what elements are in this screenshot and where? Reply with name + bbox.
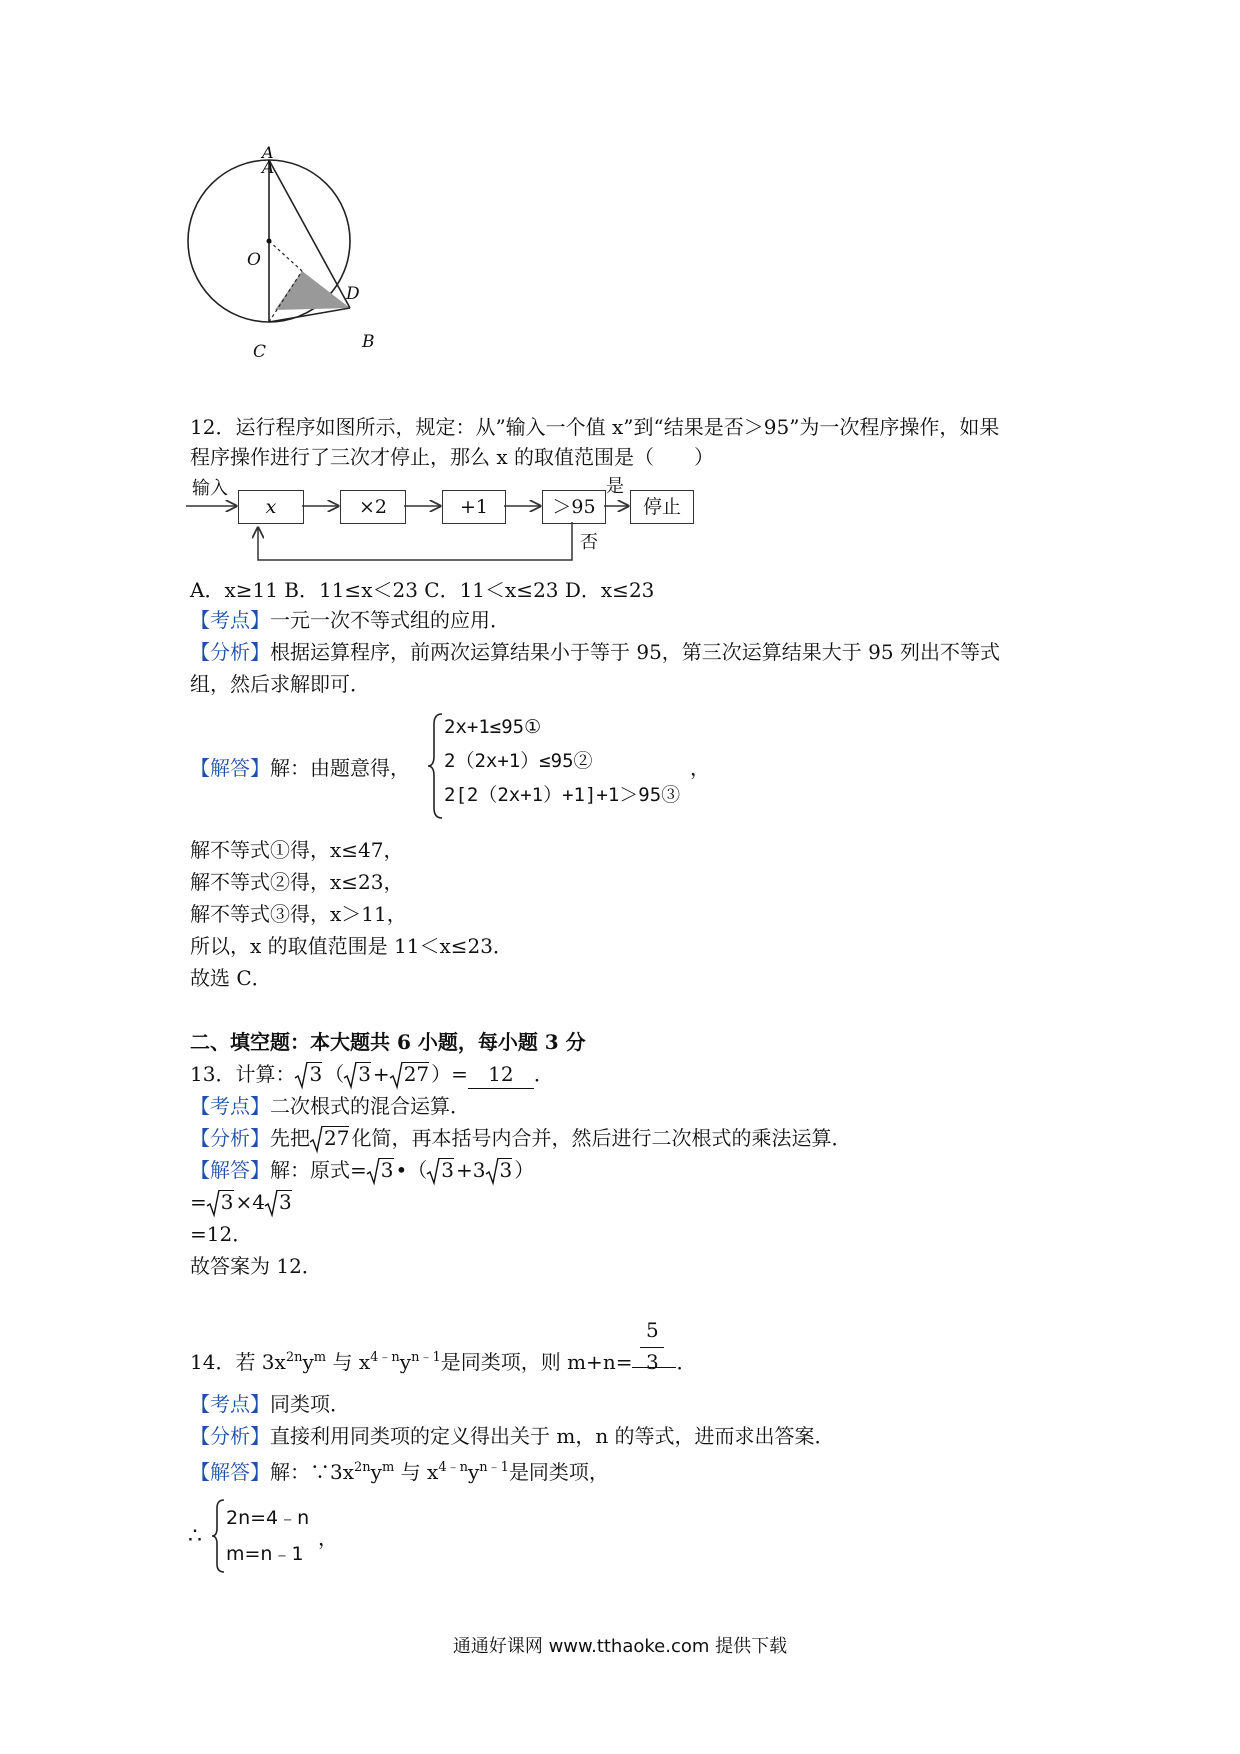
fenxi-tag: 【分析】 xyxy=(190,640,270,664)
q13-line2: = 3 ×4 3 xyxy=(190,1190,292,1214)
q12-fenxi-text: 根据运算程序，前两次运算结果小于等于 95，第三次运算结果大于 95 列出不等式 xyxy=(270,640,1000,664)
q14-frac-bar xyxy=(640,1347,664,1348)
q14-fenxi: 【分析】直接利用同类项的定义得出关于 m，n 的等式，进而求出答案． xyxy=(190,1424,835,1448)
section-heading: 二、填空题：本大题共 6 小题，每小题 3 分 xyxy=(190,1030,586,1054)
sqrt-27: 27 xyxy=(390,1060,429,1088)
q12-options: A．x≥11 B．11≤x＜23 C．11＜x≤23 D．x≤23 xyxy=(190,578,655,602)
sqrt-3: 3 xyxy=(295,1060,322,1088)
flow-box-stop: 停止 xyxy=(630,490,694,524)
q14-jieda: 【解答】解：$\because 3x^{2n}y^m$ 与 $x^{4﹣n}y^{n﹣1}$是同类项， xyxy=(190,1460,609,1484)
label-c: C xyxy=(253,342,267,362)
flow-box-times2: ×2 xyxy=(340,490,406,524)
q14-eq1: 2n=4﹣n xyxy=(226,1507,310,1529)
q14-frac-num: 5 xyxy=(646,1318,659,1342)
q12-jieda-intro: 解：由题意得， xyxy=(270,756,410,780)
label-a: A xyxy=(262,143,274,162)
q14-brace xyxy=(210,1498,226,1574)
q12-step5: 故选 C． xyxy=(190,966,272,990)
q13-prefix: 13．计算： xyxy=(190,1062,296,1086)
q12-jieda xyxy=(190,754,410,782)
q12-system-comma: ， xyxy=(690,756,710,780)
q14-frac-den: 3 xyxy=(646,1350,659,1374)
q13-line4: 故答案为 12． xyxy=(190,1254,322,1278)
q12-eq3: 2[2（2x+1）+1]+1＞95③ xyxy=(444,784,681,806)
q14-system-comma: ， xyxy=(318,1526,338,1550)
jieda-tag: 【解答】 xyxy=(190,756,270,780)
page-footer: 通通好课网 www.tthaoke.com 提供下载 xyxy=(452,1636,788,1657)
q12-eq1: 2x+1≤95① xyxy=(444,716,542,738)
q14-system xyxy=(226,1500,309,1572)
q14-eq2: m=n﹣1 xyxy=(226,1543,304,1565)
q12-fenxi xyxy=(190,638,1000,666)
therefore-symbol: ∴ xyxy=(188,1524,202,1549)
q13-fenxi: 【分析】先把 27 化简，再本括号内合并，然后进行二次根式的乘法运算． xyxy=(190,1126,852,1150)
q12-brace xyxy=(426,712,444,820)
q13-stem: 13．计算： 3 （ 3 + 27 ）= 12 ． xyxy=(190,1060,554,1089)
q12-step1: 解不等式①得，x≤47， xyxy=(190,838,404,862)
label-o: O xyxy=(247,250,261,270)
kaodian-tag: 【考点】 xyxy=(190,608,270,632)
circle-figure xyxy=(180,143,380,360)
q12-kaodian xyxy=(190,606,510,634)
q12-system xyxy=(444,710,680,812)
flow-box-x: x xyxy=(238,490,304,524)
sqrt-27: 27 xyxy=(310,1124,349,1152)
flow-box-gt95: ＞95 xyxy=(542,490,606,524)
flowchart xyxy=(186,472,696,572)
q12-step4: 所以，x 的取值范围是 11＜x≤23． xyxy=(190,934,513,958)
flow-yes-label: 是 xyxy=(606,476,624,497)
q12-eq2: 2（2x+1）≤95② xyxy=(444,750,593,772)
q13-jieda: 【解答】解：原式= 3 •（ 3 +3 3 ） xyxy=(190,1158,535,1182)
q12-step2: 解不等式②得，x≤23， xyxy=(190,870,404,894)
sqrt-3: 3 xyxy=(344,1060,371,1088)
q14-stem: 14．若 $3x^{2n}y^m$ 与 $x^{4﹣n}y^{n﹣1}$是同类项，则 m+n= ． xyxy=(190,1350,697,1374)
label-d: D xyxy=(346,284,360,304)
q13-answer: 12 xyxy=(468,1060,534,1089)
flow-no-label: 否 xyxy=(580,532,598,553)
q12-stem-line2: 程序操作进行了三次才停止，那么 x 的取值范围是（ ） xyxy=(190,445,714,469)
q12-kaodian-text: 一元一次不等式组的应用． xyxy=(270,608,510,632)
q13-kaodian: 【考点】二次根式的混合运算． xyxy=(190,1094,470,1118)
q12-step3: 解不等式③得，x＞11， xyxy=(190,902,407,926)
flow-box-plus1: +1 xyxy=(442,490,506,524)
label-b: B xyxy=(362,332,375,352)
q12-fenxi-line2: 组，然后求解即可． xyxy=(190,672,370,696)
label-a: A xyxy=(262,158,275,178)
q14-kaodian: 【考点】同类项． xyxy=(190,1392,350,1416)
flow-input-label: 输入 xyxy=(192,478,228,499)
q12-stem-line1: 12．运行程序如图所示，规定：从”输入一个值 x”到“结果是否＞95”为一次程序操作，如果 xyxy=(190,415,1000,439)
q13-line3: =12． xyxy=(190,1222,253,1246)
